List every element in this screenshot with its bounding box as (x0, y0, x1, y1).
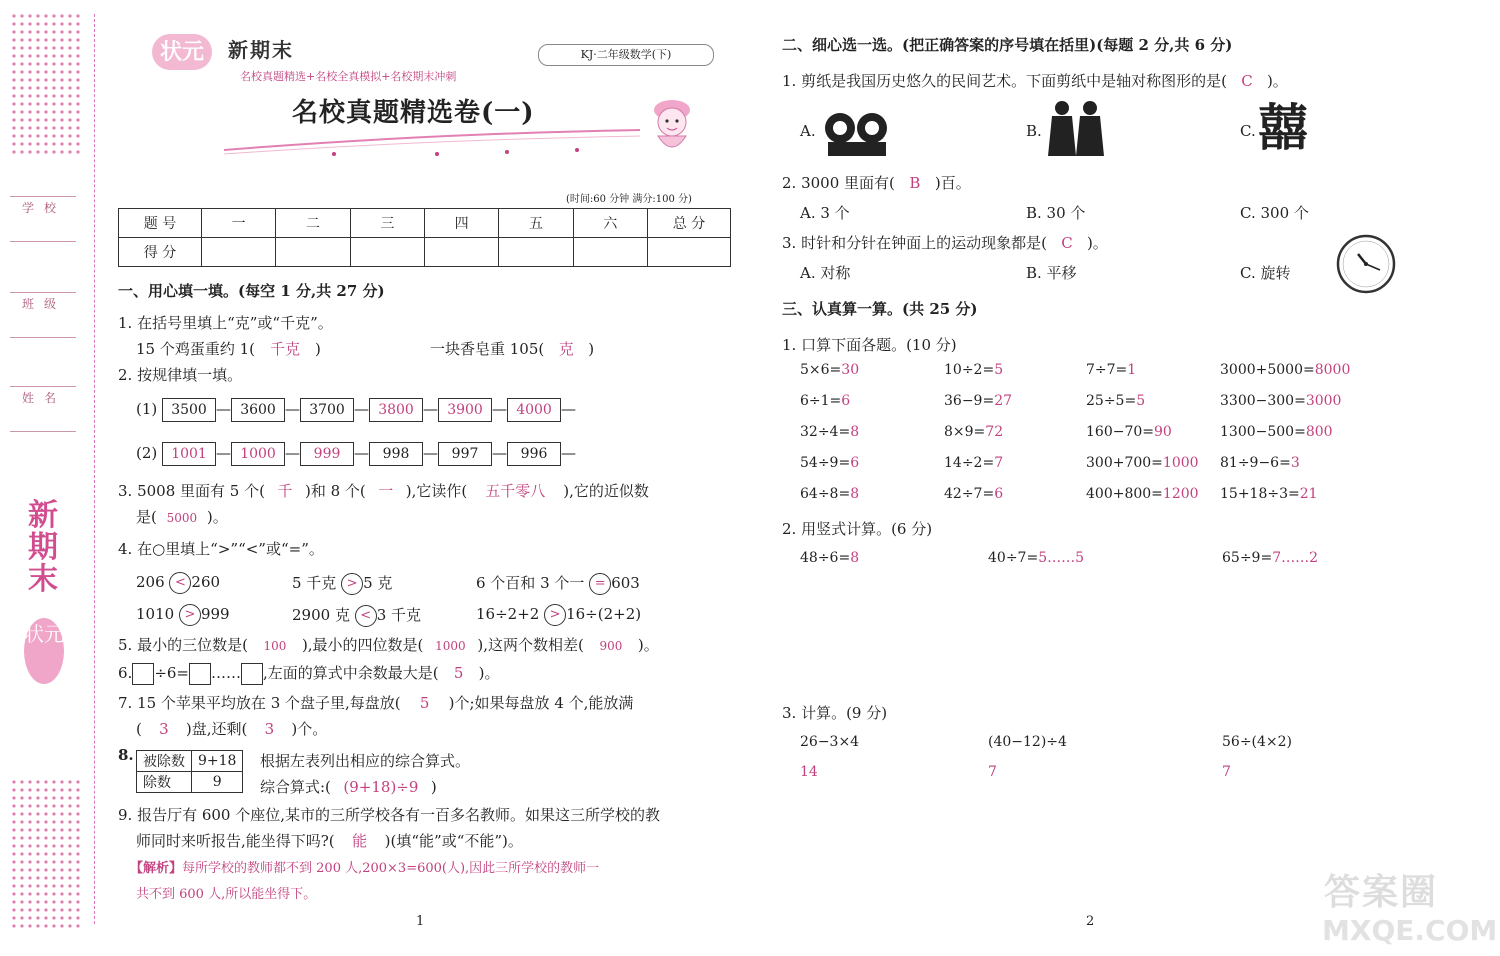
seq-box: 996 (507, 442, 561, 466)
header-logo: 状元 (152, 34, 212, 70)
binding-line (94, 14, 95, 924)
q1-1-a: 15 个鸡蛋重约 1( 千克 ) (136, 340, 321, 358)
q2-3: 3. 时针和分针在钟面上的运动现象都是( C )。 (782, 234, 1108, 252)
oral-row: 5×6=30 10÷2=5 7÷7=1 3000+5000=8000 (800, 362, 1351, 378)
q1-4: 4. 在○里填上“>”“<”或“=”。 (118, 540, 324, 558)
oral-row: 54÷9=6 14÷2=7 300+700=1000 81÷9−6=3 (800, 455, 1300, 471)
q1-9: 9. 报告厅有 600 个座位,某市的三所学校各有一百多名教师。如果这三所学校的教 (118, 806, 661, 824)
double-happiness-icon: 囍 (1258, 98, 1308, 157)
score-head-cell: 五 (499, 209, 573, 238)
time-score-info: (时间:60 分钟 满分:100 分) (566, 194, 692, 205)
score-input-cell[interactable] (202, 238, 276, 267)
compare-circle: < (355, 605, 377, 627)
answer: 千克 (270, 340, 301, 358)
score-input-cell[interactable] (648, 238, 731, 267)
compare-row-1: 5 千克 > 5 克 (292, 572, 392, 595)
expr-3-answer: 7 (1222, 764, 1231, 780)
section1-title: 一、用心填一填。(每空 1 分,共 27 分) (118, 282, 385, 300)
option-b: B. (1026, 122, 1042, 140)
vertical-calc-1: 48÷6=8 (800, 550, 860, 566)
explanation: 【解析】每所学校的教师都不到 200 人,200×3=600(人),因此三所学校的教师一 (130, 861, 600, 876)
watermark-logo: 答案圈 (1324, 872, 1439, 913)
seq-box: 3600 (231, 398, 285, 422)
name-field[interactable]: 姓名 (10, 386, 76, 432)
score-input-cell[interactable] (350, 238, 424, 267)
page-number: 2 (1086, 914, 1095, 929)
sequence-row-1: (1) 3500 — 3600 — 3700 — 3800 — 3900 — 4000 — (136, 398, 576, 422)
expr-2: (40−12)÷4 (988, 734, 1067, 750)
score-head-cell: 二 (276, 209, 350, 238)
expr-1-answer: 14 (800, 764, 818, 780)
table-cell: 9+18 (192, 751, 243, 772)
compare-row-2: 2900 克 < 3 千克 (292, 604, 421, 627)
seq-box: 1001 (162, 442, 216, 466)
seq-box: 1000 (231, 442, 285, 466)
section2-title: 二、细心选一选。(把正确答案的序号填在括里)(每题 2 分,共 6 分) (782, 36, 1233, 54)
score-input-cell[interactable] (499, 238, 573, 267)
score-head-cell: 六 (573, 209, 647, 238)
scholar-mascot-icon (640, 92, 704, 160)
vertical-calc-2: 40÷7=5……5 (988, 550, 1085, 566)
q1-2: 2. 按规律填一填。 (118, 366, 243, 384)
score-table (118, 208, 731, 267)
q1-1: 1. 在括号里填上“克”或“千克”。 (118, 314, 333, 332)
seq-box: 4000 (507, 398, 561, 422)
compare-circle: < (169, 572, 191, 594)
q1-8-formula: 综合算式:( (9+18)÷9 ) (260, 778, 437, 796)
seq-box: 3500 (162, 398, 216, 422)
q2-1: 1. 剪纸是我国历史悠久的民间艺术。下面剪纸中是轴对称图形的是( C )。 (782, 72, 1288, 90)
option-a: A. (800, 122, 816, 140)
vertical-calc-3: 65÷9=7……2 (1222, 550, 1319, 566)
class-field[interactable]: 班级 (10, 292, 76, 338)
q2-2-opt-a: A. 3 个 (800, 204, 850, 222)
seq-box: 3800 (369, 398, 423, 422)
header-tagline: 名校真题精选+名校全真模拟+名校期末冲刺 (240, 70, 457, 83)
table-cell: 除数 (137, 772, 192, 793)
oral-row: 32÷4=8 8×9=72 160−70=90 1300−500=800 (800, 424, 1333, 440)
grade-badge: KJ·二年级数学(下) (538, 44, 714, 66)
score-input-cell[interactable] (573, 238, 647, 267)
blank-square (241, 663, 263, 685)
table-cell: 9 (192, 772, 243, 793)
seq-box: 998 (369, 442, 423, 466)
section3-title: 三、认真算一算。(共 25 分) (782, 300, 978, 318)
blank-square (189, 663, 211, 685)
expr-3: 56÷(4×2) (1222, 734, 1293, 750)
papercut-figures-icon (1044, 98, 1108, 160)
q1-6: 6. ÷6= …… ,左面的算式中余数最大是( 5 )。 (118, 662, 499, 685)
dividend-divisor-table (136, 750, 243, 793)
compare-row-2: 16÷2+2 > 16÷(2+2) (476, 604, 641, 626)
side-logo: 状元 (24, 618, 64, 684)
seq-box: 3900 (438, 398, 492, 422)
score-row-label: 得 分 (119, 238, 202, 267)
page-number: 1 (416, 914, 425, 929)
q2-2-opt-c: C. 300 个 (1240, 204, 1309, 222)
q2-3-opt-c: C. 旋转 (1240, 264, 1291, 282)
seq-box: 997 (438, 442, 492, 466)
expr-2-answer: 7 (988, 764, 997, 780)
compare-circle: > (544, 604, 566, 626)
school-field[interactable]: 学校 (10, 196, 76, 242)
compare-circle: = (589, 573, 611, 595)
q3-2: 2. 用竖式计算。(6 分) (782, 520, 933, 538)
q2-2: 2. 3000 里面有( B )百。 (782, 174, 971, 192)
exam-title: 名校真题精选卷(一) (292, 98, 535, 128)
q2-3-opt-a: A. 对称 (800, 264, 851, 282)
oral-calc-grid (800, 362, 1400, 517)
compare-circle: > (179, 604, 201, 626)
score-head-cell: 三 (350, 209, 424, 238)
papercut-lions-icon (822, 102, 892, 160)
q2-2-opt-b: B. 30 个 (1026, 204, 1086, 222)
title-underline (222, 128, 642, 160)
expr-1: 26−3×4 (800, 734, 860, 750)
oral-row: 64÷8=8 42÷7=6 400+800=1200 15+18÷3=21 (800, 486, 1318, 502)
q1-8-text: 根据左表列出相应的综合算式。 (260, 752, 471, 770)
q1-5: 5. 最小的三位数是( 100 ),最小的四位数是( 1000 ),这两个数相差( 900 )。 (118, 636, 659, 654)
score-head-cell: 四 (424, 209, 498, 238)
q2-3-opt-b: B. 平移 (1026, 264, 1077, 282)
compare-row-1: 206 < 260 (136, 572, 220, 594)
score-input-cell[interactable] (424, 238, 498, 267)
q1-3: 3. 5008 里面有 5 个( 千 )和 8 个( 一 ),它读作( 五千零八 ),它的近似数 (118, 482, 649, 500)
score-input-cell[interactable] (276, 238, 350, 267)
header-brand: 新期末 (228, 38, 294, 62)
q1-3-cont: 是( 5000 )。 (136, 508, 228, 526)
score-head-cell: 总 分 (648, 209, 731, 238)
clock-icon (1334, 234, 1398, 294)
watermark-url: MXQE.COM (1322, 914, 1498, 947)
seq-box: 999 (300, 442, 354, 466)
seq-box: 3700 (300, 398, 354, 422)
q3-3: 3. 计算。(9 分) (782, 704, 888, 722)
score-head-cell: 一 (202, 209, 276, 238)
oral-row: 6÷1=6 36−9=27 25÷5=5 3300−300=3000 (800, 393, 1342, 409)
compare-row-1: 6 个百和 3 个一 = 603 (476, 572, 640, 595)
q1-8-label: 8. (118, 746, 134, 764)
q1-1-b: 一块香皂重 105( 克 ) (430, 340, 595, 358)
q1-7-cont: ( 3 )盘,还剩( 3 )个。 (136, 720, 328, 738)
table-cell: 被除数 (137, 751, 192, 772)
side-brand: 新期末 (28, 498, 58, 597)
blank-square (132, 663, 154, 685)
explanation-cont: 共不到 600 人,所以能坐得下。 (136, 887, 317, 902)
sequence-row-2: (2) 1001 — 1000 — 999 — 998 — 997 — 996 — (136, 442, 576, 466)
q3-1: 1. 口算下面各题。(10 分) (782, 336, 957, 354)
q1-9-cont: 师同时来听报告,能坐得下吗?( 能 )(填“能”或“不能”)。 (136, 832, 523, 850)
q1-7: 7. 15 个苹果平均放在 3 个盘子里,每盘放( 5 )个;如果每盘放 4 个,能放满 (118, 694, 634, 712)
dot-pattern-top (10, 12, 82, 154)
answer: 克 (558, 340, 574, 358)
compare-circle: > (341, 573, 363, 595)
compare-row-2: 1010 > 999 (136, 604, 230, 626)
score-head-cell: 题 号 (119, 209, 202, 238)
option-c: C. (1240, 122, 1256, 140)
dot-pattern-bottom (10, 778, 82, 928)
